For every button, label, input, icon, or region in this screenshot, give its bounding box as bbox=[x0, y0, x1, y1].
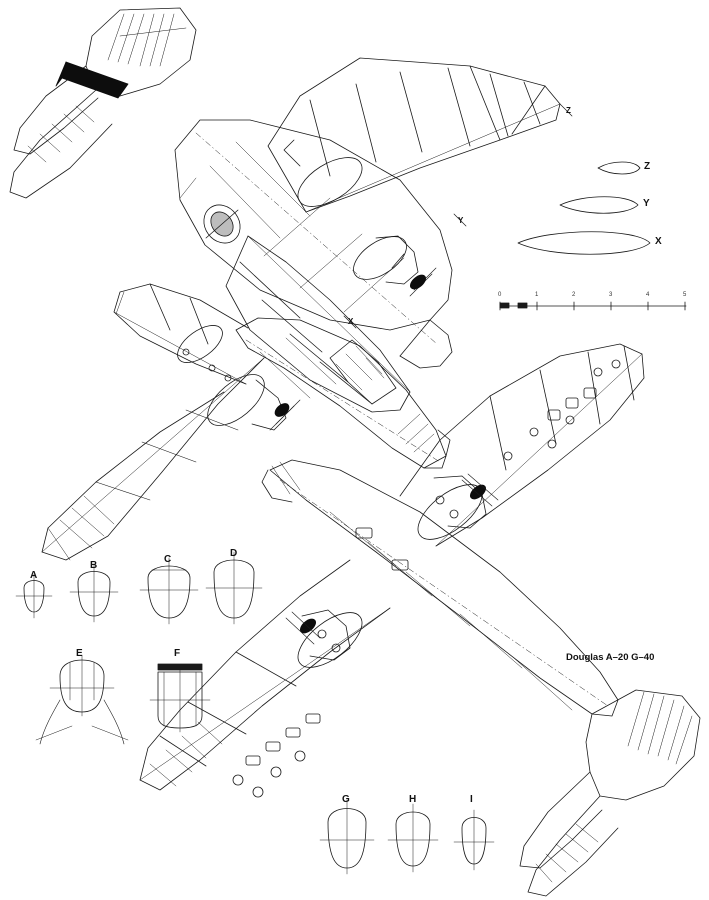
scale-tick-5: 5 bbox=[683, 292, 687, 298]
airfoil-y bbox=[560, 197, 638, 214]
middle-plan-view bbox=[42, 284, 450, 560]
scale-tick-4: 4 bbox=[646, 292, 650, 298]
scale-tick-1: 1 bbox=[535, 292, 539, 298]
station-label-x: X bbox=[348, 317, 354, 326]
airfoil-z bbox=[598, 162, 640, 174]
section-label-d: D bbox=[230, 548, 238, 559]
scale-tick-2: 2 bbox=[572, 292, 576, 298]
airfoil-label-x: X bbox=[655, 236, 662, 247]
section-label-b: B bbox=[90, 560, 98, 571]
airfoil-label-z: Z bbox=[644, 161, 651, 172]
airfoil-profile-group bbox=[518, 162, 650, 254]
section-label-g: G bbox=[342, 794, 350, 805]
scale-tick-3: 3 bbox=[609, 292, 613, 298]
sections-g-h-i bbox=[320, 800, 494, 874]
scale-bar bbox=[500, 302, 686, 310]
section-label-a: A bbox=[30, 570, 38, 581]
section-label-c: C bbox=[164, 554, 172, 565]
station-label-z: Z bbox=[566, 106, 572, 115]
section-label-i: I bbox=[470, 794, 473, 805]
airfoil-x bbox=[518, 232, 650, 255]
section-label-f: F bbox=[174, 648, 181, 659]
section-label-h: H bbox=[409, 794, 417, 805]
sections-a-d bbox=[16, 552, 262, 624]
drawing-caption: Douglas A–20 G–40 bbox=[566, 652, 655, 663]
scale-tick-0: 0 bbox=[498, 292, 502, 298]
station-label-y: Y bbox=[458, 216, 464, 225]
section-label-e: E bbox=[76, 648, 83, 659]
top-plan-view bbox=[10, 8, 560, 412]
airfoil-label-y: Y bbox=[643, 198, 650, 209]
sections-e-f bbox=[36, 656, 210, 744]
